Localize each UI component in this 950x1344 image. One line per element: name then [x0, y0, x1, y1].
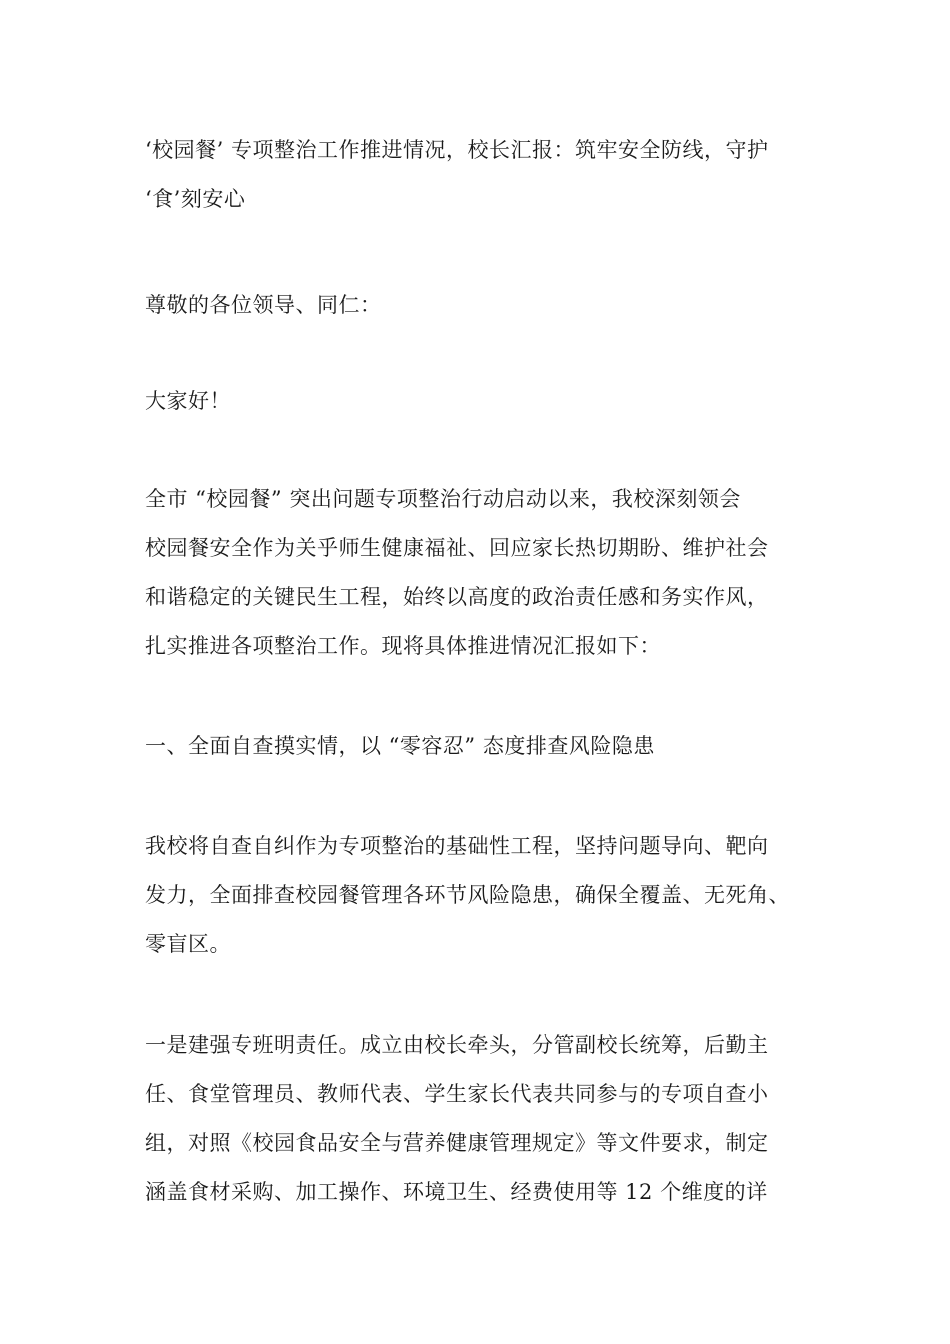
- point-1-line-1: 一是建强专班明责任。成立由校长牵头，分管副校长统筹，后勤主: [145, 1033, 769, 1057]
- intro-line-4: 扎实推进各项整治工作。现将具体推进情况汇报如下：: [145, 634, 661, 658]
- intro-line-2: 校园餐安全作为关乎师生健康福祉、回应家长热切期盼、维护社会: [145, 536, 769, 560]
- greeting-line: 大家好！: [145, 389, 231, 413]
- intro-line-3: 和谐稳定的关键民生工程，始终以高度的政治责任感和务实作风，: [145, 585, 769, 609]
- greeting: [145, 377, 835, 426]
- point-1-line-3: 组，对照《校园食品安全与营养健康管理规定》等文件要求，制定: [145, 1131, 769, 1155]
- point-1-line-2: 任、食堂管理员、教师代表、学生家长代表共同参与的专项自查小: [145, 1082, 769, 1106]
- section-1-body-line-3: 零盲区。: [145, 932, 231, 956]
- section-1-heading-line: 一、全面自查摸实情，以 “零容忍” 态度排查风险隐患: [145, 734, 655, 758]
- intro-paragraph: [145, 475, 835, 671]
- title-line-1: ‘校园餐’ 专项整治工作推进情况，校长汇报：筑牢安全防线，守护: [145, 138, 769, 162]
- title-line-2: ‘食’刻安心: [145, 187, 246, 211]
- intro-line-1: 全市 “校园餐” 突出问题专项整治行动启动以来，我校深刻领会: [145, 487, 741, 511]
- point-1-line-4: 涵盖食材采购、加工操作、环境卫生、经费使用等 12 个维度的详: [145, 1180, 768, 1204]
- salutation-line: 尊敬的各位领导、同仁：: [145, 293, 382, 317]
- section-1-body: [145, 822, 835, 969]
- section-1-body-line-2: 发力，全面排查校园餐管理各环节风险隐患，确保全覆盖、无死角、: [145, 883, 790, 907]
- point-1-paragraph: [145, 1021, 835, 1217]
- section-1-body-line-1: 我校将自查自纠作为专项整治的基础性工程，坚持问题导向、靶向: [145, 834, 769, 858]
- salutation: [145, 281, 835, 330]
- document-title: [145, 126, 835, 224]
- section-1-heading: [145, 722, 835, 771]
